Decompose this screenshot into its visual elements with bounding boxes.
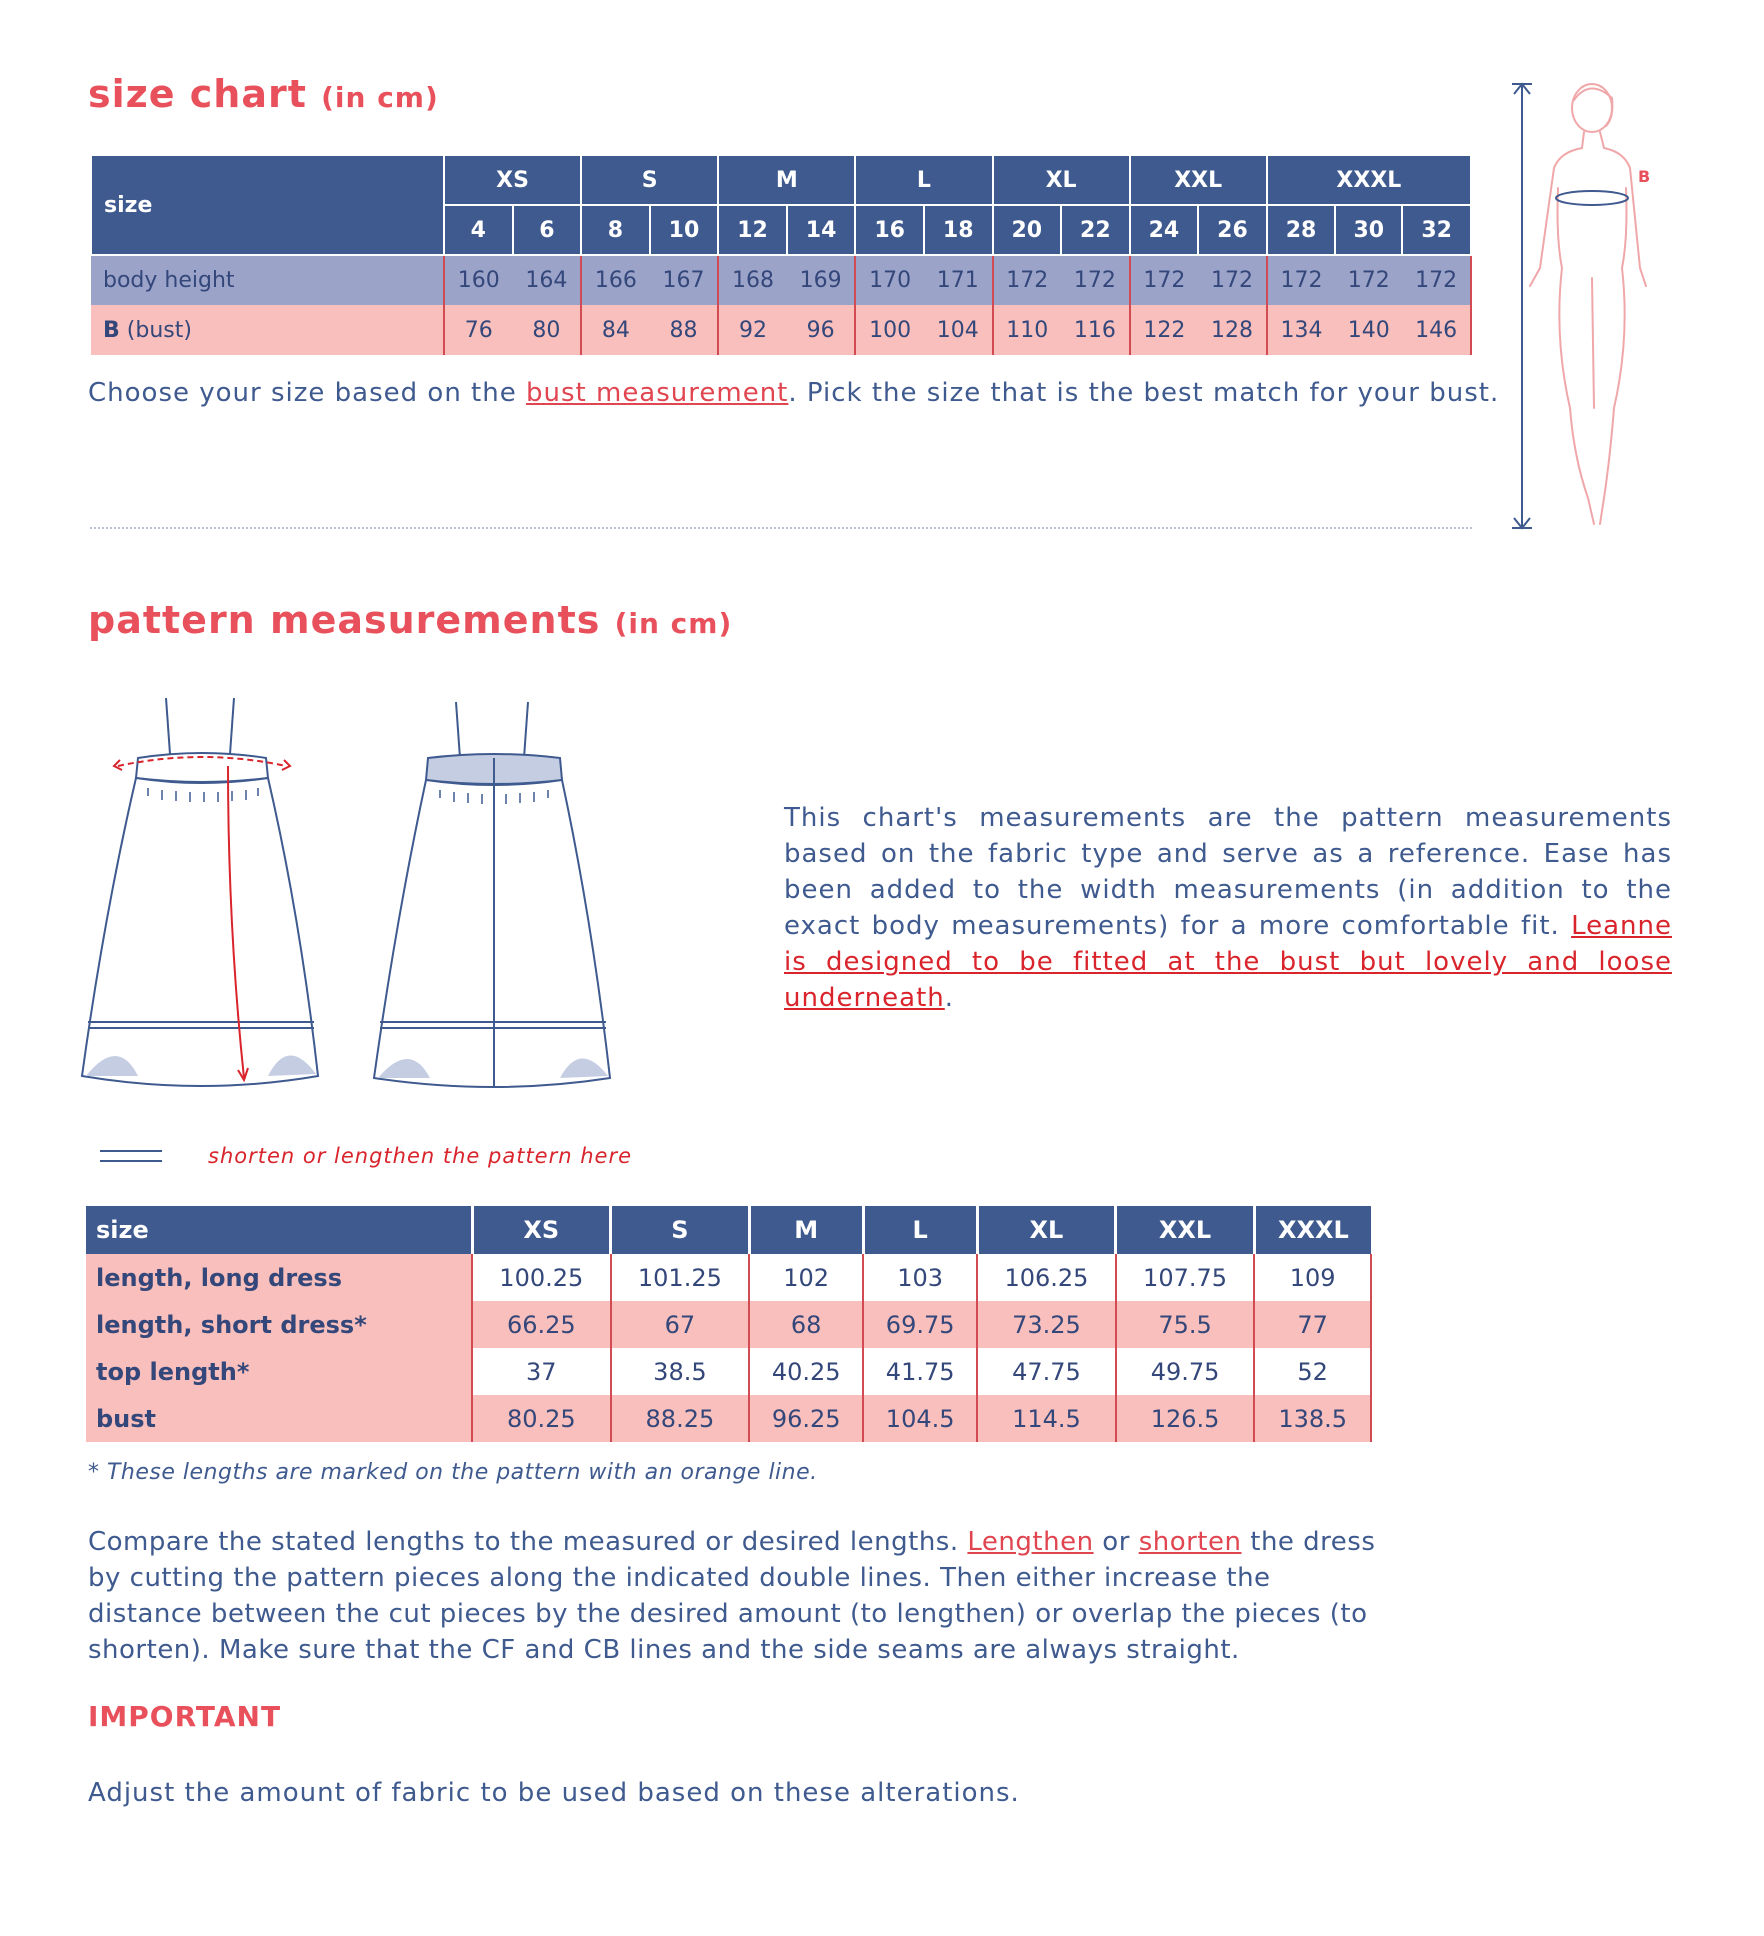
size-group-row [91, 155, 1471, 205]
table-cell: 109 [1254, 1254, 1371, 1301]
bust-measurement-link[interactable]: bust measurement [526, 378, 789, 408]
body-height-cell: 167 [650, 255, 719, 305]
body-height-cell: 172 [1130, 255, 1199, 305]
pattern-description-text: This chart's measurements are the pattern measurements based on the fabric type and serve as a reference. Ease has been added to the width measurements (in addition to the exact body measurements) for a more comfortable fit. [784, 803, 1672, 941]
table-cell: 100.25 [472, 1254, 611, 1301]
table-cell: 52 [1254, 1348, 1371, 1395]
bust-cell: 104 [924, 305, 993, 355]
size-note [88, 378, 1499, 408]
table-cell: 73.25 [977, 1301, 1116, 1348]
size-group-s: S [581, 155, 718, 205]
bust-cell: 116 [1061, 305, 1130, 355]
size-num: 12 [718, 205, 787, 255]
size-num: 16 [855, 205, 924, 255]
bust-label [91, 305, 444, 355]
compare-text-1: Compare the stated lengths to the measured or desired lengths. [88, 1527, 968, 1557]
pattern-header-row [86, 1206, 1371, 1254]
table-cell: 49.75 [1116, 1348, 1255, 1395]
fit-info-link[interactable]: Leanne is designed to be fitted at the bust but lovely and loose underneath [784, 911, 1672, 1013]
size-num: 20 [993, 205, 1062, 255]
table-cell: 77 [1254, 1301, 1371, 1348]
size-num: 32 [1402, 205, 1471, 255]
table-row [86, 1348, 1371, 1395]
body-height-cell: 172 [993, 255, 1062, 305]
table-cell: 69.75 [863, 1301, 977, 1348]
pattern-col-header: XS [472, 1206, 611, 1254]
table-cell: 66.25 [472, 1301, 611, 1348]
bust-cell: 128 [1198, 305, 1267, 355]
table-cell: 40.25 [749, 1348, 863, 1395]
section-divider [90, 527, 1472, 529]
pattern-title-text: pattern measurements [88, 598, 601, 642]
size-chart-title-text: size chart [88, 72, 307, 116]
body-height-cell: 171 [924, 255, 993, 305]
row-label: length, long dress [86, 1254, 472, 1301]
size-header-label: size [91, 155, 444, 255]
alteration-instructions [88, 1524, 1388, 1668]
figure-b-label: B [1638, 167, 1651, 186]
body-height-cell: 172 [1335, 255, 1402, 305]
table-cell: 126.5 [1116, 1395, 1255, 1442]
row-label: length, short dress* [86, 1301, 472, 1348]
body-height-cell: 170 [855, 255, 924, 305]
size-group-xxxl: XXXL [1267, 155, 1471, 205]
size-num: 8 [581, 205, 650, 255]
size-note-after: . Pick the size that is the best match for your bust. [788, 378, 1500, 408]
bust-cell: 110 [993, 305, 1062, 355]
pattern-col-header: XL [977, 1206, 1116, 1254]
bust-cell: 140 [1335, 305, 1402, 355]
bust-cell: 96 [787, 305, 856, 355]
compare-text-2: the dress by cutting the pattern pieces along the indicated double lines. Then either increase the distance between the cut pieces by the desired amount (to lengthen) or overlap the pieces (to shorten). Make sure that the CF and CB lines and the side seams are always straight. [88, 1527, 1376, 1665]
size-num: 18 [924, 205, 993, 255]
table-row [86, 1301, 1371, 1348]
size-group-xs: XS [444, 155, 581, 205]
bust-cell: 134 [1267, 305, 1336, 355]
size-num: 14 [787, 205, 856, 255]
bust-cell: 146 [1402, 305, 1471, 355]
compare-or: or [1093, 1527, 1139, 1557]
table-cell: 80.25 [472, 1395, 611, 1442]
body-height-cell: 172 [1061, 255, 1130, 305]
adjust-note: Adjust the amount of fabric to be used based on these alterations. [88, 1778, 1020, 1808]
size-chart-title [88, 72, 439, 116]
size-num: 6 [513, 205, 582, 255]
size-note-before: Choose your size based on the [88, 378, 526, 408]
lengthen-link[interactable]: Lengthen [967, 1527, 1094, 1557]
double-line-icon [100, 1150, 162, 1162]
body-height-cell: 166 [581, 255, 650, 305]
table-row [86, 1395, 1371, 1442]
size-num: 28 [1267, 205, 1336, 255]
bust-cell: 80 [513, 305, 582, 355]
bust-label-rest: (bust) [126, 317, 192, 343]
pattern-measurements-table [86, 1206, 1372, 1442]
table-cell: 96.25 [749, 1395, 863, 1442]
table-cell: 37 [472, 1348, 611, 1395]
pattern-size-label: size [86, 1206, 472, 1254]
table-cell: 68 [749, 1301, 863, 1348]
bust-cell: 84 [581, 305, 650, 355]
table-cell: 102 [749, 1254, 863, 1301]
size-num: 24 [1130, 205, 1199, 255]
pattern-col-header: XXL [1116, 1206, 1255, 1254]
table-row [86, 1254, 1371, 1301]
size-chart-table [90, 154, 1472, 355]
bust-cell: 100 [855, 305, 924, 355]
table-cell: 106.25 [977, 1254, 1116, 1301]
pattern-col-header: XXXL [1254, 1206, 1371, 1254]
table-cell: 75.5 [1116, 1301, 1255, 1348]
pattern-col-header: M [749, 1206, 863, 1254]
pattern-col-header: S [611, 1206, 750, 1254]
table-cell: 38.5 [611, 1348, 750, 1395]
size-num: 4 [444, 205, 513, 255]
size-group-l: L [855, 155, 992, 205]
bust-cell: 122 [1130, 305, 1199, 355]
body-height-row [91, 255, 1471, 305]
bust-cell: 76 [444, 305, 513, 355]
table-cell: 47.75 [977, 1348, 1116, 1395]
body-figure-illustration [1500, 78, 1670, 538]
body-height-cell: 164 [513, 255, 582, 305]
body-height-label: body height [91, 255, 444, 305]
bust-cell: 92 [718, 305, 787, 355]
body-height-cell: 172 [1267, 255, 1336, 305]
pattern-col-header: L [863, 1206, 977, 1254]
body-height-cell: 172 [1402, 255, 1471, 305]
row-label: top length* [86, 1348, 472, 1395]
body-height-cell: 160 [444, 255, 513, 305]
dress-back-illustration [370, 700, 620, 1106]
table-cell: 41.75 [863, 1348, 977, 1395]
pattern-description-end: . [944, 983, 955, 1013]
size-num: 26 [1198, 205, 1267, 255]
bust-label-b: B [103, 317, 120, 343]
table-cell: 103 [863, 1254, 977, 1301]
size-group-m: M [718, 155, 855, 205]
dress-front-illustration [78, 696, 328, 1106]
footnote: * These lengths are marked on the pattern with an orange line. [88, 1460, 818, 1485]
size-num: 10 [650, 205, 719, 255]
table-cell: 138.5 [1254, 1395, 1371, 1442]
size-num: 22 [1061, 205, 1130, 255]
size-group-xl: XL [993, 155, 1130, 205]
size-chart-unit: (in cm) [321, 81, 439, 114]
bust-cell: 88 [650, 305, 719, 355]
table-cell: 107.75 [1116, 1254, 1255, 1301]
body-height-cell: 169 [787, 255, 856, 305]
table-cell: 101.25 [611, 1254, 750, 1301]
body-height-cell: 168 [718, 255, 787, 305]
pattern-description [784, 800, 1672, 1016]
bust-line-icon [1556, 191, 1628, 205]
table-cell: 114.5 [977, 1395, 1116, 1442]
body-height-cell: 172 [1198, 255, 1267, 305]
size-group-xxl: XXL [1130, 155, 1267, 205]
legend-text: shorten or lengthen the pattern here [208, 1144, 632, 1168]
important-heading: IMPORTANT [88, 1700, 282, 1733]
bust-row [91, 305, 1471, 355]
size-num: 30 [1335, 205, 1402, 255]
shorten-link[interactable]: shorten [1138, 1527, 1242, 1557]
row-label: bust [86, 1395, 472, 1442]
table-cell: 88.25 [611, 1395, 750, 1442]
pattern-unit: (in cm) [614, 607, 733, 640]
table-cell: 67 [611, 1301, 750, 1348]
table-cell: 104.5 [863, 1395, 977, 1442]
pattern-title [88, 598, 732, 642]
